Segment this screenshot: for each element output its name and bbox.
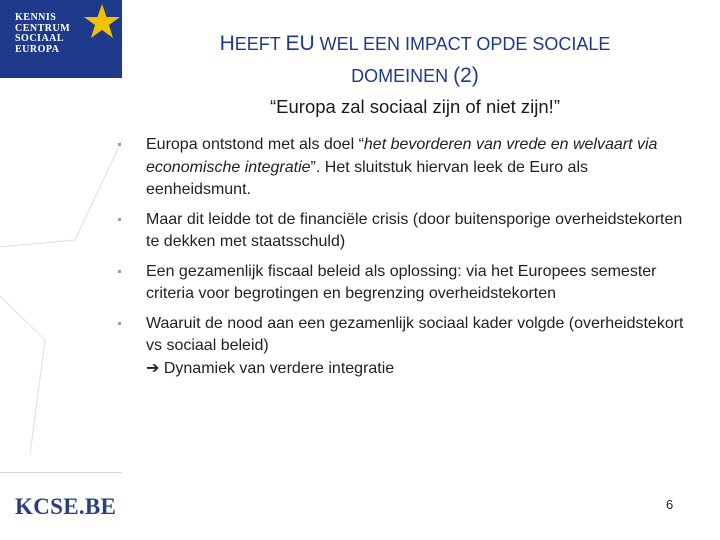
- slide-subtitle: “Europa zal sociaal zijn of niet zijn!”: [270, 96, 560, 117]
- page-number: 6: [666, 497, 674, 512]
- divider: [0, 472, 122, 473]
- title-part: EEFT: [234, 34, 286, 54]
- arrow-right-icon: ➔: [146, 359, 160, 377]
- bullet-icon: [118, 270, 121, 273]
- logo-line: CENTRUM: [15, 22, 71, 34]
- left-decoration: [0, 0, 122, 540]
- title-part: WEL EEN IMPACT OPDE SOCIALE: [314, 34, 611, 54]
- title-line-1: [130, 28, 700, 60]
- list-item: [116, 261, 696, 306]
- bullet-text: Maar dit leidde tot de financiële crisis (door buitensporige overheidstekorten te dekken met staatsschuld): [146, 210, 683, 250]
- bullet-text: Waaruit de nood aan een gezamenlijk sociaal kader volgde (overheidstekort vs sociaal beleid): [146, 314, 684, 354]
- bullet-text: ”. Het sluitstuk hiervan leek de Euro als eenheidsmunt.: [146, 158, 589, 198]
- bullet-text-italic: het bevorderen van vrede en welvaart via economische integratie: [146, 136, 658, 176]
- logo-text: [15, 13, 70, 55]
- footer-logo: KCSE.BE: [15, 494, 117, 519]
- list-item: [116, 209, 696, 254]
- logo: [0, 0, 122, 78]
- logo-line: SOCIAAL: [15, 33, 65, 44]
- bullet-icon: [118, 322, 121, 325]
- title-part: (2): [453, 64, 479, 87]
- star-icon: [82, 2, 122, 42]
- list-item: [116, 313, 696, 381]
- bullet-icon: [118, 218, 121, 221]
- logo-line: EUROPA: [15, 43, 60, 55]
- bullet-text: Een gezamenlijk fiscaal beleid als oplossing: via het Europees semester criteria voor begrotingen en begrenzing overheidstekorten: [146, 262, 657, 302]
- bullet-list: [116, 134, 696, 387]
- bullet-text: Dynamiek van verdere integratie: [159, 359, 395, 377]
- bullet-icon: [118, 143, 121, 146]
- bullet-text: Europa ontstond met als doel “: [146, 136, 364, 153]
- list-item: [116, 134, 696, 202]
- title-initial: H: [219, 32, 235, 55]
- title-line-2: [130, 60, 700, 92]
- title-part: DOMEINEN: [351, 66, 454, 86]
- logo-line: KENNIS: [15, 12, 57, 23]
- slide-title: [130, 28, 700, 92]
- title-part: EU: [285, 32, 315, 55]
